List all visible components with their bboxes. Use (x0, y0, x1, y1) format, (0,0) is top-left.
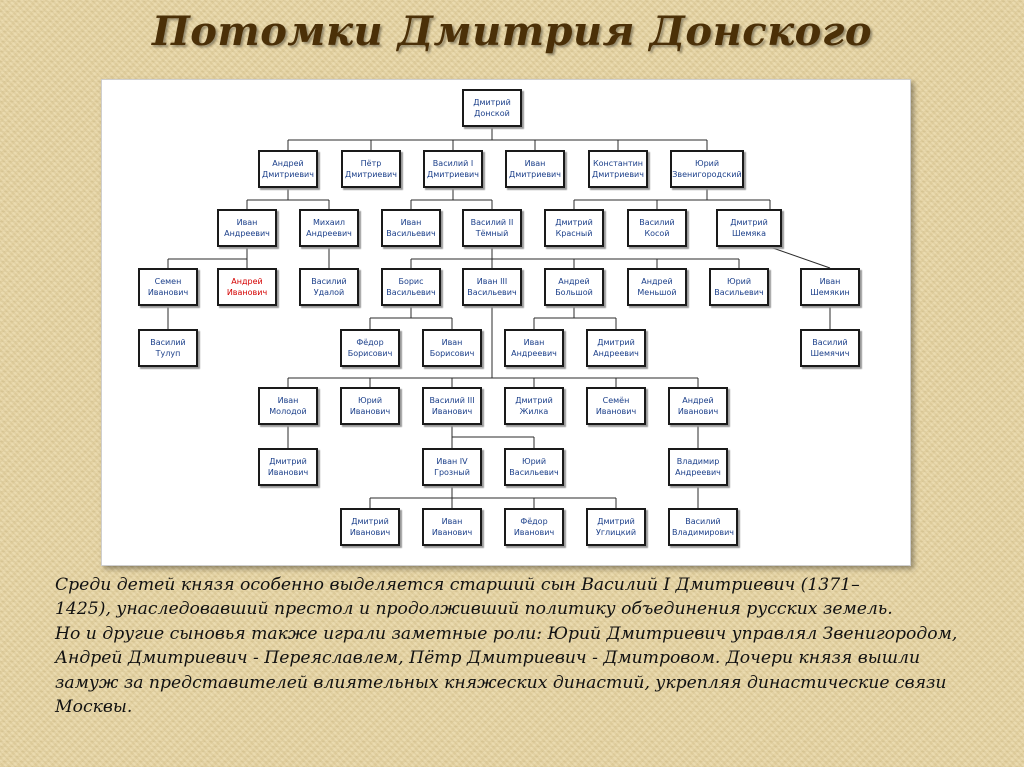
tree-node: Андрей Иванович (668, 387, 728, 425)
connector-boris-sons (370, 306, 452, 329)
description-line: Но и другие сыновья также играли заметные роли: Юрий Дмитриевич управлял Звенигородом, (55, 623, 958, 644)
tree-node: Василий II Тёмный (462, 209, 522, 247)
tree-node-highlighted: Андрей Иванович (217, 268, 277, 306)
tree-node: Дмитрий Углицкий (586, 508, 646, 546)
connector-andrey-sons (247, 188, 329, 209)
connector-donskoy-sons (288, 127, 707, 150)
description-line: Москвы. (55, 697, 133, 718)
connector-andrey-bolshoy-sons (534, 306, 616, 329)
tree-node: Константин Дмитриевич (588, 150, 648, 188)
connector-vasily1-sons (411, 188, 492, 209)
tree-node: Василий I Дмитриевич (423, 150, 483, 188)
tree-node: Дмитрий Иванович (340, 508, 400, 546)
tree-node: Иван IV Грозный (422, 448, 482, 486)
description-line: Среди детей князя особенно выделяется старший сын Василий I Дмитриевич (1371– (55, 575, 860, 595)
tree-node: Василий Тулуп (138, 329, 198, 367)
tree-node: Андрей Меньшой (627, 268, 687, 306)
tree-node: Иван Иванович (422, 508, 482, 546)
tree-node: Юрий Васильевич (504, 448, 564, 486)
description-line: 1425), унаследовавший престол и продолживший политику объединения русских земель. (55, 599, 893, 620)
tree-node: Иван Борисович (422, 329, 482, 367)
tree-node: Иван Васильевич (381, 209, 441, 247)
tree-node: Василий Удалой (299, 268, 359, 306)
tree-node: Фёдор Борисович (340, 329, 400, 367)
tree-node: Дмитрий Жилка (504, 387, 564, 425)
tree-node: Иван Андреевич (217, 209, 277, 247)
slide-title: Потомки Дмитрия Донского (151, 8, 873, 55)
tree-node: Владимир Андреевич (668, 448, 728, 486)
tree-node: Фёдор Иванович (504, 508, 564, 546)
tree-node: Дмитрий Красный (544, 209, 604, 247)
tree-node: Андрей Большой (544, 268, 604, 306)
tree-node: Иван Дмитриевич (505, 150, 565, 188)
family-tree-diagram (101, 79, 911, 566)
tree-node: Дмитрий Иванович (258, 448, 318, 486)
tree-node: Юрий Васильевич (709, 268, 769, 306)
tree-node: Василий Шемячич (800, 329, 860, 367)
tree-node: Борис Васильевич (381, 268, 441, 306)
connector-shemyaka-son (770, 247, 830, 268)
connector-ivan4-sons (370, 486, 616, 508)
tree-node: Иван Андреевич (504, 329, 564, 367)
tree-node: Василий III Иванович (422, 387, 482, 425)
tree-node: Пётр Дмитриевич (341, 150, 401, 188)
connector-ivan-andreevich-sons (168, 247, 247, 268)
connector-vasily3-sons (452, 425, 534, 448)
tree-node: Иван Молодой (258, 387, 318, 425)
tree-node: Дмитрий Шемяка (716, 209, 782, 247)
description-line: Андрей Дмитриевич - Переяславлем, Пётр Дмитриевич - Дмитровом. Дочери князя вышли (55, 648, 921, 669)
tree-node: Иван III Васильевич (462, 268, 522, 306)
tree-node: Василий Владимирович (668, 508, 738, 546)
tree-node: Андрей Дмитриевич (258, 150, 318, 188)
tree-node: Василий Косой (627, 209, 687, 247)
tree-node: Юрий Звенигородский (670, 150, 744, 188)
connector-yury-sons (574, 188, 770, 209)
connector-vasily2-sons (411, 247, 739, 268)
tree-node: Дмитрий Андреевич (586, 329, 646, 367)
tree-node: Семён Иванович (586, 387, 646, 425)
tree-node: Михаил Андреевич (299, 209, 359, 247)
description-line: замуж за представителей влиятельных княжеских династий, укрепляя династические связи (55, 672, 947, 693)
tree-node: Семен Иванович (138, 268, 198, 306)
tree-node: Дмитрий Донской (462, 89, 522, 127)
tree-node: Иван Шемякин (800, 268, 860, 306)
tree-node: Юрий Иванович (340, 387, 400, 425)
description-paragraph (55, 573, 1010, 719)
